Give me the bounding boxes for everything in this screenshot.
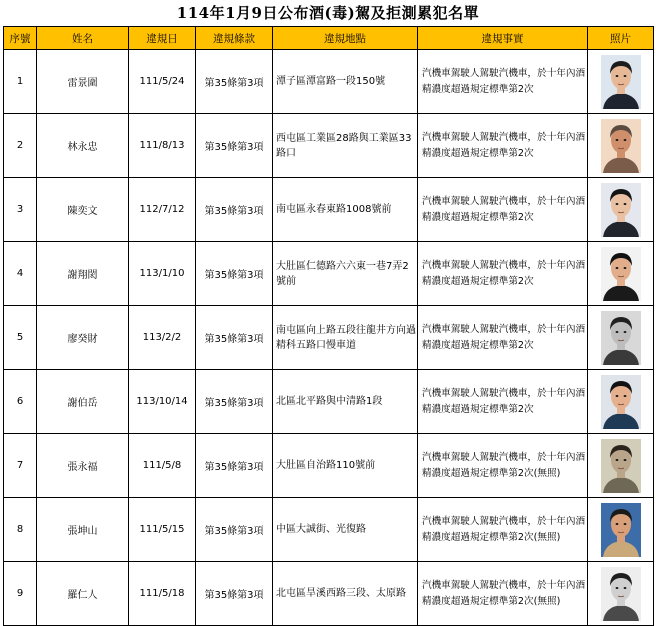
- cell-clause: 第35條第3項: [196, 50, 273, 114]
- offender-table: [3, 26, 654, 626]
- cell-no: 9: [4, 562, 37, 626]
- portrait-photo: [601, 55, 641, 109]
- cell-date: 113/2/2: [129, 306, 196, 370]
- cell-photo: [588, 242, 654, 306]
- cell-date: 111/5/18: [129, 562, 196, 626]
- cell-name: 雷景圍: [37, 50, 129, 114]
- table-row: [4, 370, 654, 434]
- table-row: [4, 434, 654, 498]
- cell-clause: 第35條第3項: [196, 178, 273, 242]
- cell-photo: [588, 50, 654, 114]
- cell-fact: 汽機車駕駛人駕駛汽機車，於十年內酒精濃度超過規定標準第2次(無照): [418, 434, 588, 498]
- cell-photo: [588, 434, 654, 498]
- cell-clause: 第35條第3項: [196, 242, 273, 306]
- cell-date: 113/1/10: [129, 242, 196, 306]
- cell-clause: 第35條第3項: [196, 114, 273, 178]
- header-date: 違規日: [129, 27, 196, 50]
- cell-no: 5: [4, 306, 37, 370]
- portrait-photo: [601, 375, 641, 429]
- cell-photo: [588, 498, 654, 562]
- table-row: [4, 562, 654, 626]
- cell-clause: 第35條第3項: [196, 498, 273, 562]
- cell-no: 2: [4, 114, 37, 178]
- cell-location: 南屯區向上路五段往龍井方向過精科五路口慢車道: [273, 306, 418, 370]
- table-row: [4, 306, 654, 370]
- cell-name: 謝伯岳: [37, 370, 129, 434]
- portrait-photo: [601, 567, 641, 621]
- cell-date: 111/5/8: [129, 434, 196, 498]
- cell-date: 113/10/14: [129, 370, 196, 434]
- cell-location: 西屯區工業區28路與工業區33路口: [273, 114, 418, 178]
- cell-name: 張坤山: [37, 498, 129, 562]
- cell-no: 1: [4, 50, 37, 114]
- cell-fact: 汽機車駕駛人駕駛汽機車，於十年內酒精濃度超過規定標準第2次(無照): [418, 498, 588, 562]
- cell-fact: 汽機車駕駛人駕駛汽機車，於十年內酒精濃度超過規定標準第2次: [418, 114, 588, 178]
- cell-photo: [588, 562, 654, 626]
- header-photo: 照片: [588, 27, 654, 50]
- portrait-photo: [601, 439, 641, 493]
- header-location: 違規地點: [273, 27, 418, 50]
- cell-name: 謝翔閎: [37, 242, 129, 306]
- header-name: 姓名: [37, 27, 129, 50]
- header-clause: 違規條款: [196, 27, 273, 50]
- table-row: [4, 498, 654, 562]
- cell-name: 陳奕文: [37, 178, 129, 242]
- cell-fact: 汽機車駕駛人駕駛汽機車，於十年內酒精濃度超過規定標準第2次: [418, 178, 588, 242]
- cell-date: 111/8/13: [129, 114, 196, 178]
- cell-name: 廖癸財: [37, 306, 129, 370]
- cell-photo: [588, 178, 654, 242]
- portrait-photo: [601, 503, 641, 557]
- portrait-photo: [601, 247, 641, 301]
- cell-date: 111/5/24: [129, 50, 196, 114]
- cell-location: 潭子區潭富路一段150號: [273, 50, 418, 114]
- cell-no: 6: [4, 370, 37, 434]
- cell-photo: [588, 306, 654, 370]
- cell-name: 羅仁人: [37, 562, 129, 626]
- cell-date: 111/5/15: [129, 498, 196, 562]
- table-row: [4, 114, 654, 178]
- portrait-photo: [601, 183, 641, 237]
- header-row: [4, 27, 654, 50]
- cell-clause: 第35條第3項: [196, 434, 273, 498]
- cell-photo: [588, 114, 654, 178]
- cell-clause: 第35條第3項: [196, 370, 273, 434]
- cell-location: 大肚區仁德路六六東一巷7弄2號前: [273, 242, 418, 306]
- cell-photo: [588, 370, 654, 434]
- header-no: 序號: [4, 27, 37, 50]
- cell-clause: 第35條第3項: [196, 562, 273, 626]
- cell-no: 7: [4, 434, 37, 498]
- cell-no: 3: [4, 178, 37, 242]
- cell-no: 8: [4, 498, 37, 562]
- cell-no: 4: [4, 242, 37, 306]
- cell-fact: 汽機車駕駛人駕駛汽機車，於十年內酒精濃度超過規定標準第2次: [418, 370, 588, 434]
- cell-location: 北區北平路與中清路1段: [273, 370, 418, 434]
- portrait-photo: [601, 311, 641, 365]
- cell-location: 中區大誠街、光復路: [273, 498, 418, 562]
- cell-location: 南屯區永春東路1008號前: [273, 178, 418, 242]
- cell-fact: 汽機車駕駛人駕駛汽機車，於十年內酒精濃度超過規定標準第2次: [418, 50, 588, 114]
- cell-date: 112/7/12: [129, 178, 196, 242]
- table-row: [4, 242, 654, 306]
- cell-clause: 第35條第3項: [196, 306, 273, 370]
- cell-fact: 汽機車駕駛人駕駛汽機車，於十年內酒精濃度超過規定標準第2次(無照): [418, 562, 588, 626]
- cell-fact: 汽機車駕駛人駕駛汽機車，於十年內酒精濃度超過規定標準第2次: [418, 242, 588, 306]
- cell-name: 張永福: [37, 434, 129, 498]
- page-title: 114年1月9日公布酒(毒)駕及拒測累犯名單: [176, 4, 480, 22]
- cell-fact: 汽機車駕駛人駕駛汽機車，於十年內酒精濃度超過規定標準第2次: [418, 306, 588, 370]
- table-row: [4, 178, 654, 242]
- portrait-photo: [601, 119, 641, 173]
- cell-name: 林永忠: [37, 114, 129, 178]
- cell-location: 大肚區自治路110號前: [273, 434, 418, 498]
- table-row: [4, 50, 654, 114]
- header-fact: 違規事實: [418, 27, 588, 50]
- cell-location: 北屯區旱溪西路三段、太原路: [273, 562, 418, 626]
